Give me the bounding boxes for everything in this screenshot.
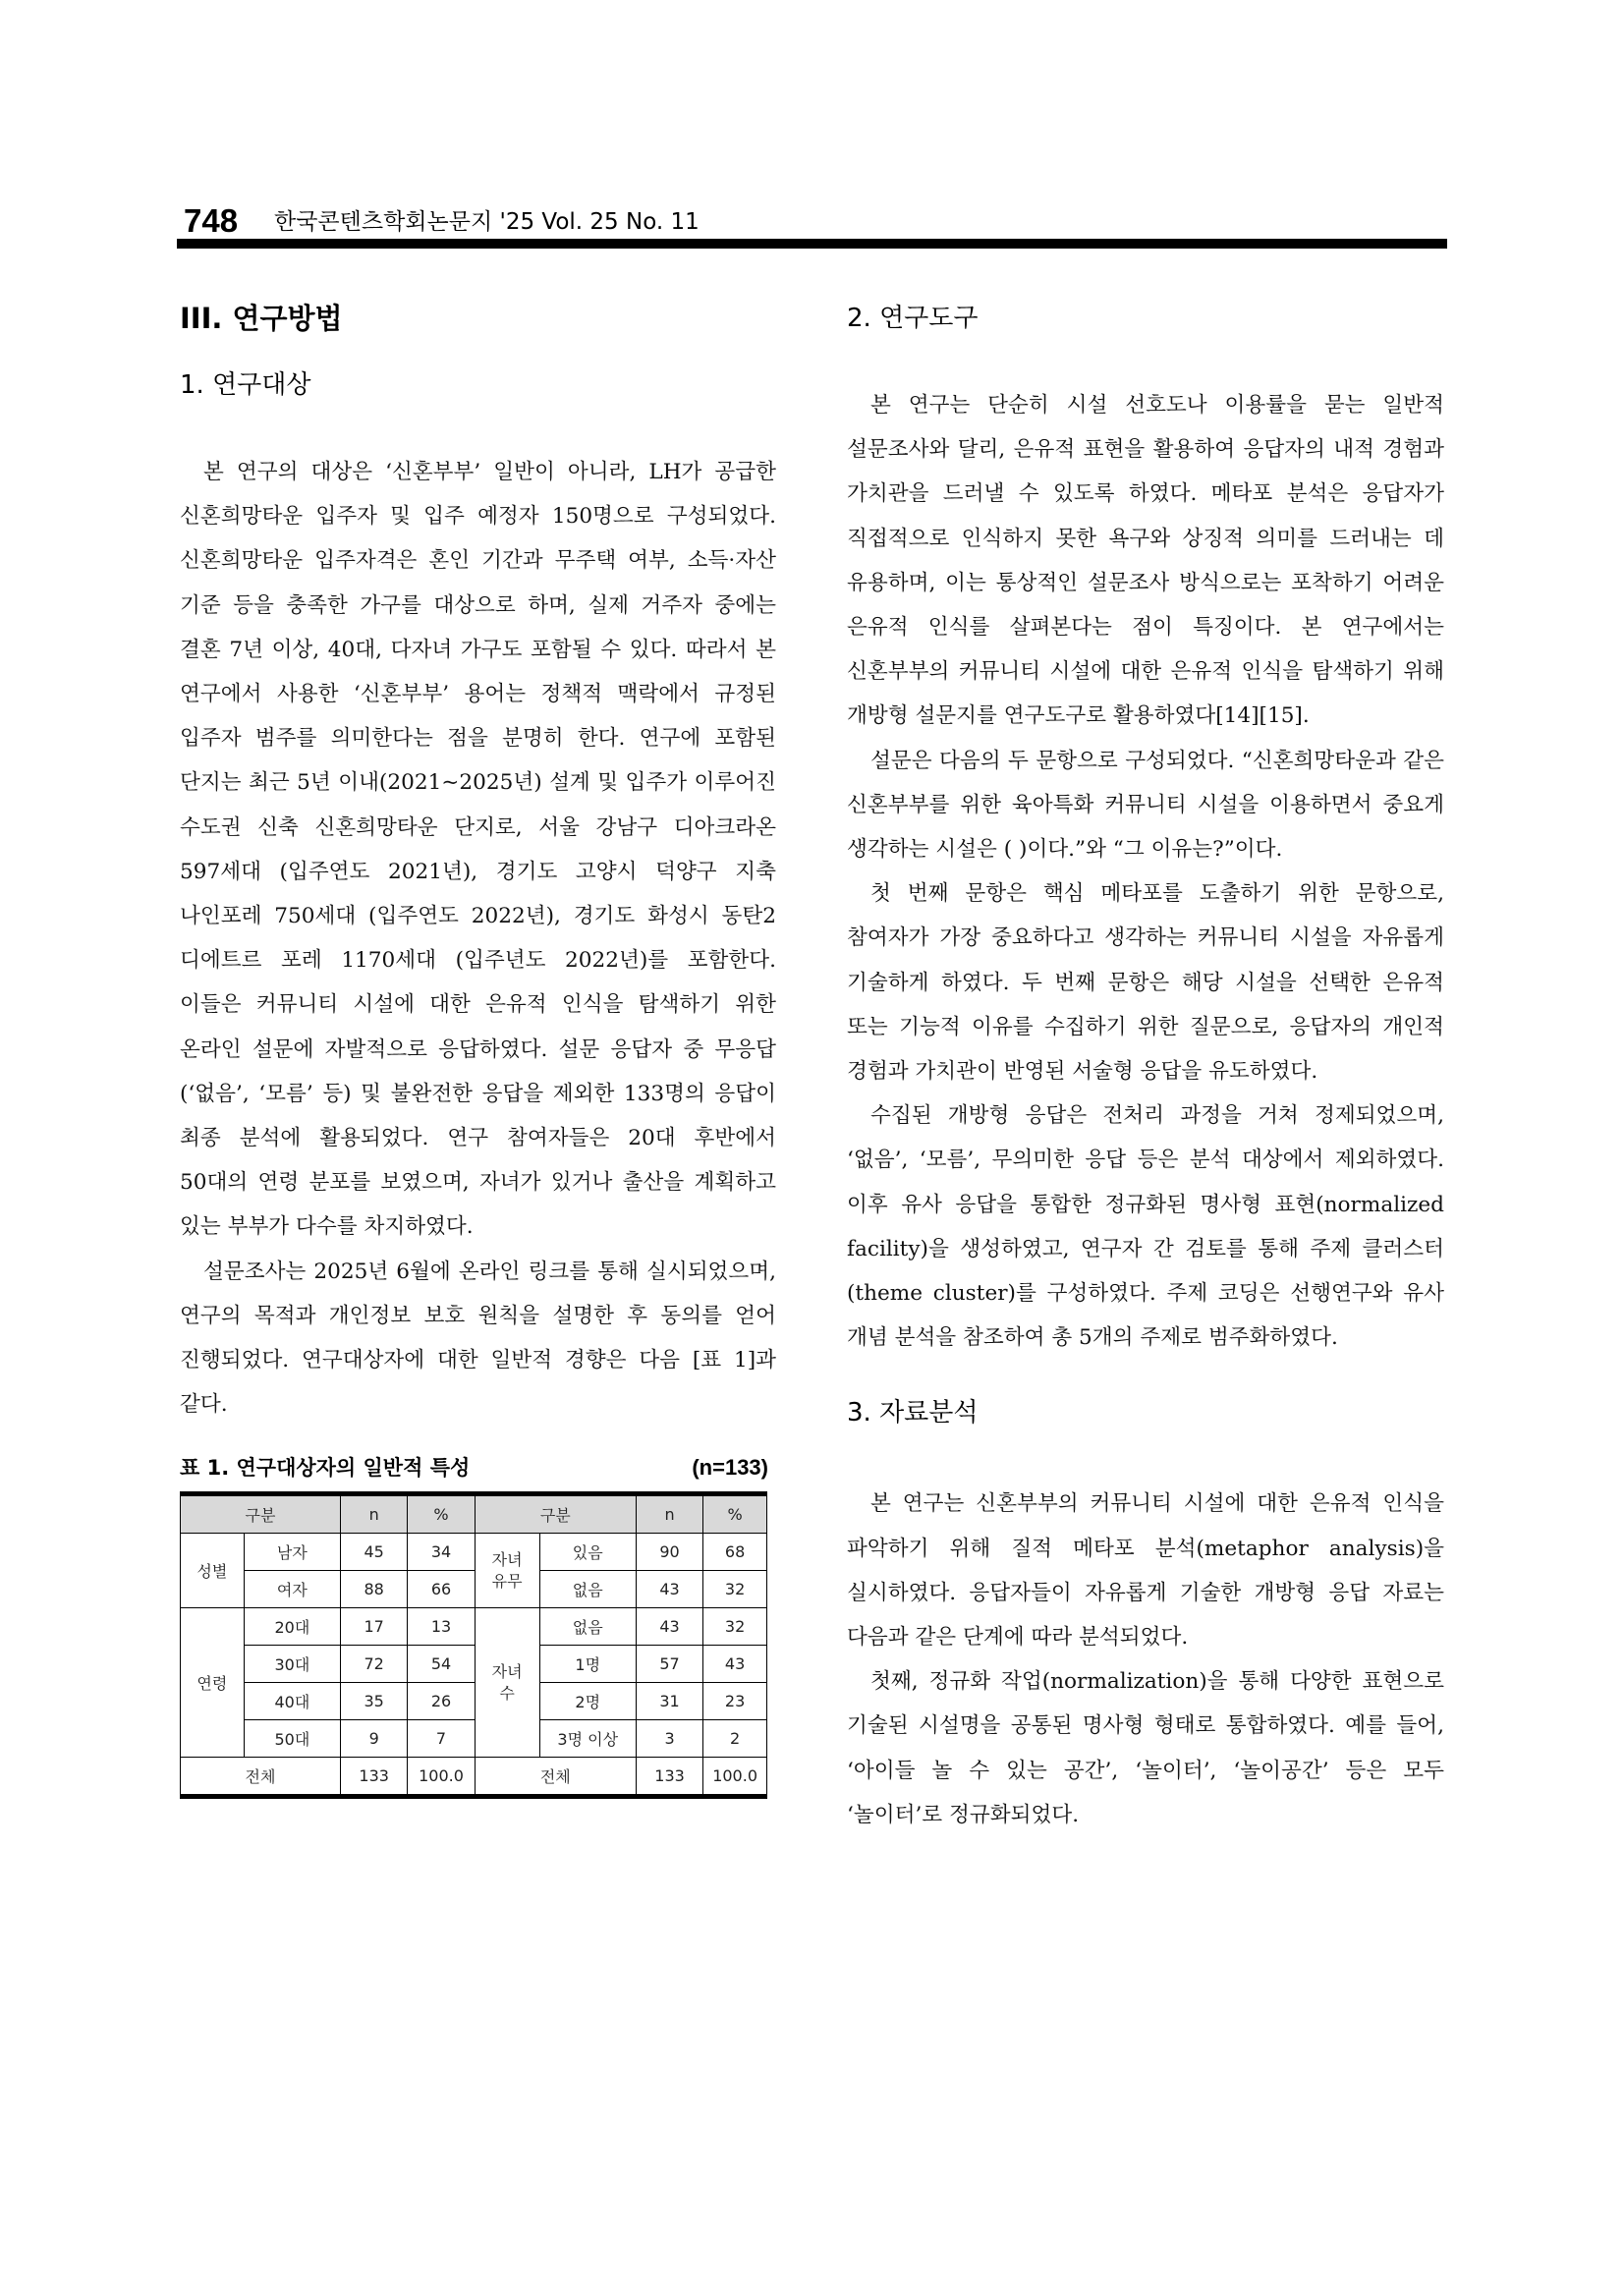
header-category: 구분 bbox=[475, 1494, 636, 1534]
cell-n: 133 bbox=[636, 1758, 702, 1797]
group-children-presence bbox=[475, 1534, 539, 1608]
cell-label: 30대 bbox=[244, 1646, 340, 1683]
table-caption bbox=[180, 1448, 776, 1491]
cell-n: 43 bbox=[636, 1571, 702, 1608]
cell-label: 없음 bbox=[539, 1608, 636, 1646]
cell-percent: 13 bbox=[408, 1608, 475, 1646]
table-row bbox=[181, 1571, 767, 1608]
cell-n: 35 bbox=[341, 1683, 408, 1720]
left-column bbox=[180, 285, 776, 1799]
header-percent: % bbox=[703, 1494, 767, 1534]
cell-percent: 100.0 bbox=[408, 1758, 475, 1797]
section-title: III. 연구방법 bbox=[180, 302, 343, 335]
group-label-line: 자녀 bbox=[491, 1661, 523, 1681]
cell-label: 남자 bbox=[244, 1534, 340, 1571]
cell-label: 있음 bbox=[539, 1534, 636, 1571]
cell-percent: 43 bbox=[703, 1646, 767, 1683]
page-number: 748 bbox=[184, 202, 239, 239]
right-column bbox=[847, 285, 1444, 1837]
cell-n: 43 bbox=[636, 1608, 702, 1646]
cell-percent: 68 bbox=[703, 1534, 767, 1571]
cell-n: 57 bbox=[636, 1646, 702, 1683]
cell-label: 여자 bbox=[244, 1571, 340, 1608]
table-row bbox=[181, 1683, 767, 1720]
cell-n: 133 bbox=[341, 1758, 408, 1797]
cell-n: 45 bbox=[341, 1534, 408, 1571]
paragraph: 설문은 다음의 두 문항으로 구성되었다. “신혼희망타운과 같은 신혼부부를 위한 육아특화 커뮤니티 시설을 이용하면서 중요게 생각하는 시설은 ( )이다.”와 “그 이유는?”이다. bbox=[847, 748, 1444, 863]
header-rule bbox=[177, 239, 1447, 249]
paragraph: 첫 번째 문항은 핵심 메타포를 도출하기 위한 문항으로, 참여자가 가장 중요하다고 생각하는 커뮤니티 시설을 자유롭게 기술하게 하였다. 두 번째 문항은 해당 시설을 선택한 은유적 또는 기능적 이유를 수집하기 위한 질문으로, 응답자의 개인적 경험과 가치관이 반영된 서술형 응답을 유도하였다. bbox=[847, 881, 1444, 1085]
paragraph: 본 연구의 대상은 ‘신혼부부’ 일반이 아니라, LH가 공급한 신혼희망타운 입주자 및 입주 예정자 150명으로 구성되었다. 신혼희망타운 입주자격은 혼인 기간과 무주택 여부, 소득·자산 기준 등을 충족한 가구를 대상으로 하며, 실제 거주자 중에는 결혼 7년 이상, 40대, 다자녀 가구도 포함될 수 있다. 따라서 본 연구에서 사용한 ‘신혼부부’ 용어는 정책적 맥락에서 규정된 입주자 범주를 의미한다는 점을 분명히 한다. 연구에 포함된 단지는 최근 5년 이내(2021~2025년) 설계 및 입주가 이루어진 수도권 신축 신혼희망타운 단지로, 서울 강남구 디아크라온 597세대 (입주연도 2021년), 경기도 고양시 덕양구 지축 나인포레 750세대 (입주연도 2022년), 경기도 화성시 동탄2 디에트르 포레 1170세대 (입주년도 2022년)를 포함한다. 이들은 커뮤니티 시설에 대한 은유적 인식을 탐색하기 위한 온라인 설문에 자발적으로 응답하였다. 설문 응답자 중 무응답(‘없음’, ‘모름’ 등) 및 불완전한 응답을 제외한 133명의 응답이 최종 분석에 활용되었다. 연구 참여자들은 20대 후반에서 50대의 연령 분포를 보였으며, 자녀가 있거나 출산을 계획하고 있는 부부가 다수를 차지하였다. bbox=[180, 460, 776, 1240]
cell-n: 9 bbox=[341, 1720, 408, 1758]
group-gender: 성별 bbox=[181, 1534, 245, 1608]
table-row bbox=[181, 1646, 767, 1683]
cell-n: 3 bbox=[636, 1720, 702, 1758]
demographics-table bbox=[180, 1491, 767, 1799]
header-category: 구분 bbox=[181, 1494, 341, 1534]
cell-percent: 100.0 bbox=[703, 1758, 767, 1797]
cell-n: 90 bbox=[636, 1534, 702, 1571]
cell-percent: 32 bbox=[703, 1608, 767, 1646]
cell-total-label: 전체 bbox=[475, 1758, 636, 1797]
table-title: 표 1. 연구대상자의 일반적 특성 bbox=[180, 1456, 471, 1481]
paragraph: 첫째, 정규화 작업(normalization)을 통해 다양한 표현으로 기술된 시설명을 공통된 명사형 형태로 통합하였다. 예를 들어, ‘아이들 놀 수 있는 공간’, ‘놀이터’, ‘놀이공간’ 등은 모두 ‘놀이터’로 정규화되었다. bbox=[847, 1669, 1444, 1827]
cell-percent: 54 bbox=[408, 1646, 475, 1683]
cell-percent: 7 bbox=[408, 1720, 475, 1758]
table-row bbox=[181, 1720, 767, 1758]
cell-percent: 23 bbox=[703, 1683, 767, 1720]
subsection-title-2: 2. 연구도구 bbox=[847, 304, 979, 333]
cell-total-label: 전체 bbox=[181, 1758, 341, 1797]
cell-label: 없음 bbox=[539, 1571, 636, 1608]
cell-label: 2명 bbox=[539, 1683, 636, 1720]
header-n: n bbox=[341, 1494, 408, 1534]
table-row bbox=[181, 1534, 767, 1571]
cell-n: 88 bbox=[341, 1571, 408, 1608]
cell-label: 50대 bbox=[244, 1720, 340, 1758]
cell-percent: 2 bbox=[703, 1720, 767, 1758]
subsection-title-1: 1. 연구대상 bbox=[180, 370, 311, 400]
group-label-line: 유무 bbox=[491, 1571, 523, 1591]
cell-n: 17 bbox=[341, 1608, 408, 1646]
cell-percent: 66 bbox=[408, 1571, 475, 1608]
paragraph: 본 연구는 신혼부부의 커뮤니티 시설에 대한 은유적 인식을 파악하기 위해 질적 메타포 분석(metaphor analysis)을 실시하였다. 응답자들이 자유롭게 기술한 개방형 응답 자료는 다음과 같은 단계에 따라 분석되었다. bbox=[847, 1491, 1444, 1651]
header-percent: % bbox=[408, 1494, 475, 1534]
journal-title: 한국콘텐츠학회논문지 '25 Vol. 25 No. 11 bbox=[274, 209, 700, 235]
cell-label: 1명 bbox=[539, 1646, 636, 1683]
table-header-row bbox=[181, 1494, 767, 1534]
cell-percent: 34 bbox=[408, 1534, 475, 1571]
paragraph: 설문조사는 2025년 6월에 온라인 링크를 통해 실시되었으며, 연구의 목적과 개인정보 보호 원칙을 설명한 후 동의를 얻어 진행되었다. 연구대상자에 대한 일반적 경향은 다음 [표 1]과 같다. bbox=[180, 1259, 776, 1418]
group-label-line: 수 bbox=[499, 1683, 515, 1703]
group-label-line: 자녀 bbox=[491, 1549, 523, 1569]
header-n: n bbox=[636, 1494, 702, 1534]
paragraph: 본 연구는 단순히 시설 선호도나 이용률을 묻는 일반적 설문조사와 달리, 은유적 표현을 활용하여 응답자의 내적 경험과 가치관을 드러낼 수 있도록 하였다. 메타포 분석은 응답자가 직접적으로 인식하지 못한 욕구와 상징적 의미를 드러내는 데 유용하며, 이는 통상적인 설문조사 방식으로는 포착하기 어려운 은유적 인식를 살펴본다는 점이 특징이다. 본 연구에서는 신혼부부의 커뮤니티 시설에 대한 은유적 인식을 탐색하기 위해 개방형 설문지를 연구도구로 활용하였다[14][15]. bbox=[847, 393, 1444, 729]
table-row bbox=[181, 1608, 767, 1646]
paragraph: 수집된 개방형 응답은 전처리 과정을 거쳐 정제되었으며, ‘없음’, ‘모름’, 무의미한 응답 등은 분석 대상에서 제외하였다. 이후 유사 응답을 통합한 정규화된 명사형 표현(normalized facility)을 생성하였고, 연구자 간 검토를 통해 주제 클러스터(theme cluster)를 구성하였다. 주제 코딩은 선행연구와 유사 개념 분석을 참조하여 총 5개의 주제로 범주화하였다. bbox=[847, 1103, 1444, 1351]
cell-n: 72 bbox=[341, 1646, 408, 1683]
table-sample-size: (n=133) bbox=[692, 1455, 768, 1481]
cell-percent: 32 bbox=[703, 1571, 767, 1608]
cell-label: 3명 이상 bbox=[539, 1720, 636, 1758]
group-children-count bbox=[475, 1608, 539, 1758]
cell-label: 20대 bbox=[244, 1608, 340, 1646]
table-total-row bbox=[181, 1758, 767, 1797]
subsection-title-3: 3. 자료분석 bbox=[847, 1398, 979, 1428]
group-age: 연령 bbox=[181, 1608, 245, 1758]
cell-percent: 26 bbox=[408, 1683, 475, 1720]
cell-label: 40대 bbox=[244, 1683, 340, 1720]
cell-n: 31 bbox=[636, 1683, 702, 1720]
